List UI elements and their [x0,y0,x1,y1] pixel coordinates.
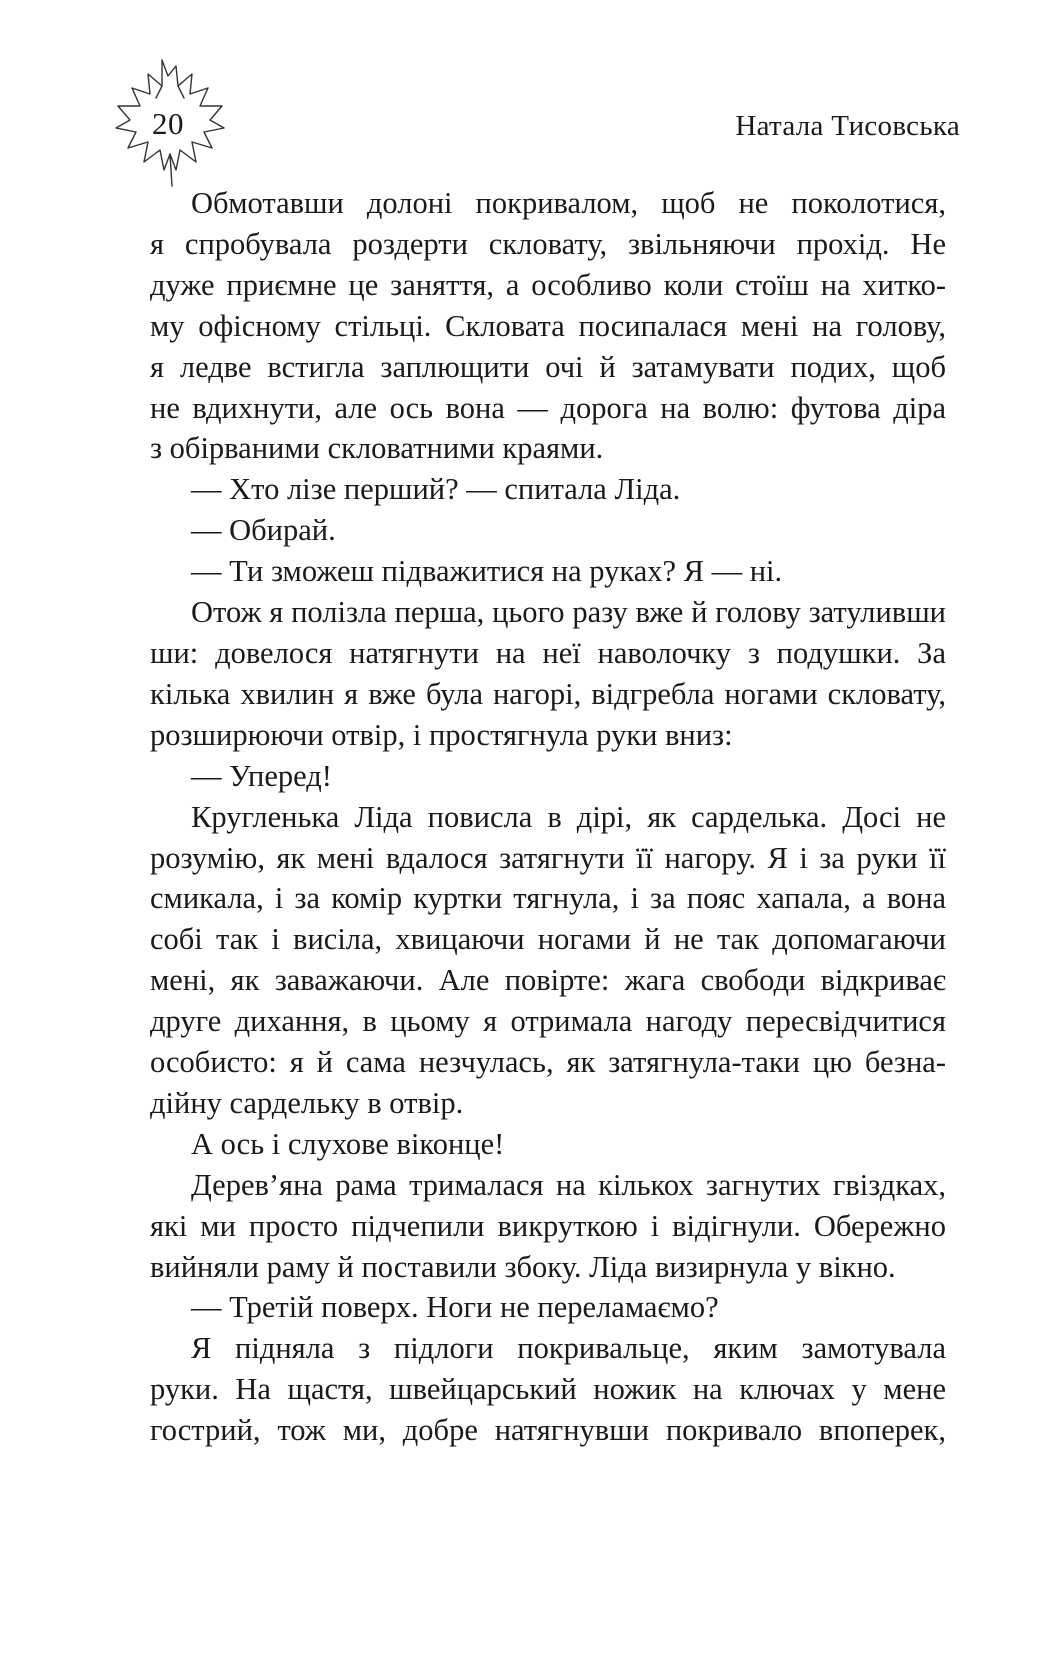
text-line: розумію, як мені вдалося затягнути її нагору. Я і за руки її [150,840,946,875]
text-line: з обірваними скловатними краями. [150,431,604,466]
text-line: Обмотавши долоні покривалом, щоб не поколотися, [191,186,946,220]
text-line: друге дихання, в цьому я отримала нагоду пересвідчитися [150,1004,946,1039]
text-line: собі так і висіла, хвицаючи ногами й не так допомагаючи [150,922,946,957]
running-head-author: Натала Тисовська [735,110,960,142]
paragraph [150,510,946,551]
text-line: гострий, тож ми, добре натягнувши покривало впоперек, [150,1413,946,1448]
paragraph [150,183,946,469]
paragraph [150,469,946,510]
text-line: ши: довелося натягнути на неї наволочку з подушки. За [150,635,946,670]
text-line: я ледве встигла заплющити очі й затамувати подих, щоб [150,349,946,384]
text-line: не вдихнути, але ось вона — дорога на волю: футова діра [150,390,946,425]
text-line: особисто: я й сама незчулась, як затягнула-таки цю безна- [150,1045,946,1080]
text-line: Я підняла з підлоги покривальце, яким замотувала [191,1331,946,1366]
text-line: А ось і слухове віконце! [191,1126,505,1161]
text-line: — Обирай. [191,513,336,548]
paragraph [150,551,946,592]
text-line: я спробувала роздерти скловату, звільняючи прохід. Не [150,226,946,261]
text-line: кілька хвилин я вже була нагорі, відгребла ногами скловату, [150,676,946,711]
paragraph [150,1328,946,1451]
text-line: дуже приємне це заняття, а особливо коли стоїш на хитко- [150,267,946,302]
text-line: смикала, і за комір куртки тягнула, і за пояс хапала, а вона [150,881,946,916]
paragraph [150,1287,946,1328]
text-line: вийняли раму й поставили збоку. Ліда визирнула у вікно. [150,1249,896,1284]
paragraph [150,797,946,1124]
paragraph [150,756,946,797]
text-line: Кругленька Ліда повисла в дірі, як сарделька. Досі не [191,799,946,834]
paragraph [150,1165,946,1288]
text-line: — Ти зможеш підважитися на руках? Я — ні. [191,554,783,589]
text-line: руки. На щастя, швейцарський ножик на ключах у мене [150,1372,946,1407]
text-line: Отож я полізла перша, цього разу вже й голову затуливши [191,595,946,630]
body-text [150,183,946,1451]
text-line: — Третій поверх. Ноги не переламаємо? [191,1290,719,1325]
text-line: дійну сардельку в отвір. [150,1085,464,1120]
text-line: Дерев’яна рама трималася на кількох загнутих гвіздках, [191,1167,946,1202]
text-line: розширюючи отвір, і простягнула руки вниз: [150,717,733,752]
text-line: му офісному стільці. Скловата посипалася мені на голову, [150,308,946,343]
text-line: мені, як заважаючи. Але повірте: жага свободи відкриває [150,963,946,998]
text-line: — Уперед! [191,758,332,793]
paragraph [150,592,946,756]
text-line: які ми просто підчепили викруткою і відігнули. Обережно [150,1208,946,1243]
page-number: 20 [152,106,184,141]
paragraph [150,1124,946,1165]
text-line: — Хто лізе перший? — спитала Ліда. [191,472,681,507]
